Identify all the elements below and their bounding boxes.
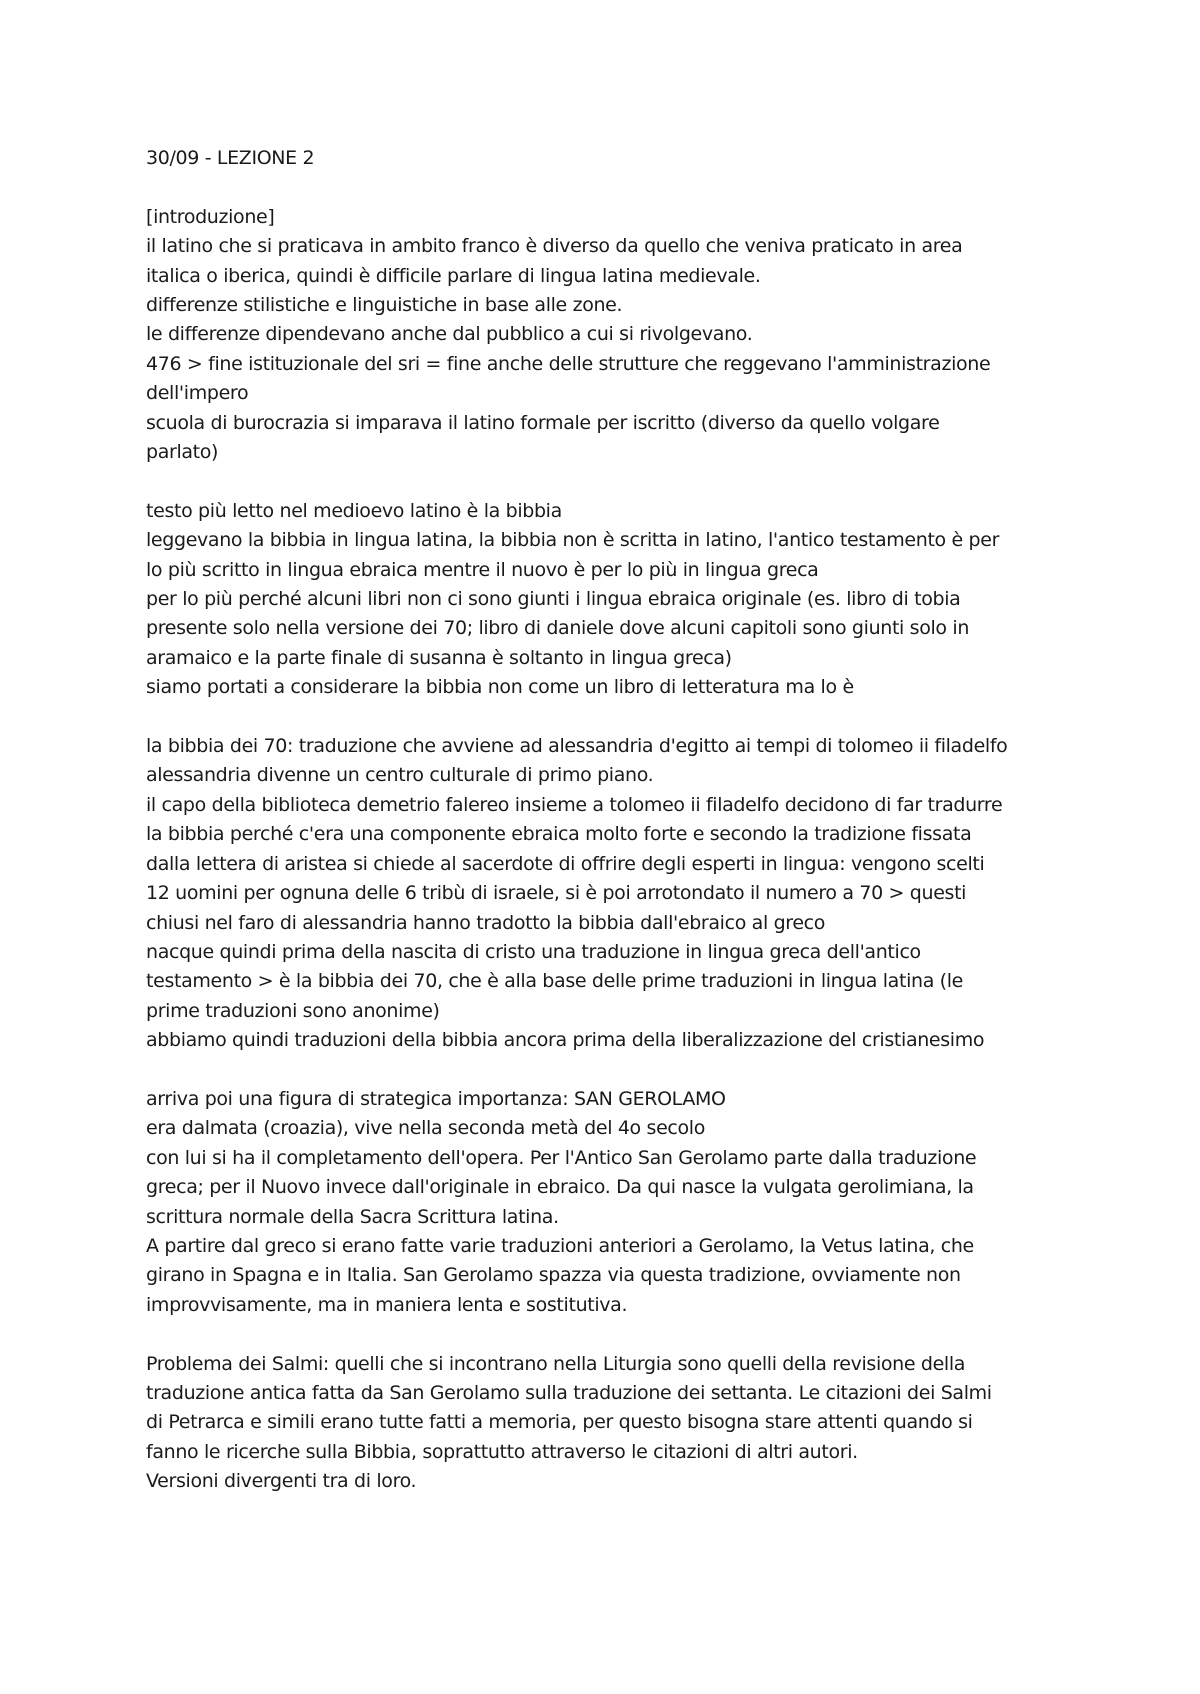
text-line: aramaico e la parte finale di susanna è soltanto in lingua greca) (146, 646, 732, 669)
text-line: siamo portati a considerare la bibbia non come un libro di letteratura ma lo è (146, 676, 854, 699)
text-line: il latino che si praticava in ambito franco è diverso da quello che veniva praticato in area (146, 235, 963, 258)
text-line: di Petrarca e simili erano tutte fatti a memoria, per questo bisogna stare attenti quando si (146, 1411, 973, 1434)
text-line: 476 > fine istituzionale del sri = fine anche delle strutture che reggevano l'amministrazione (146, 352, 991, 375)
text-line: scrittura normale della Sacra Scrittura latina. (146, 1205, 559, 1228)
text-line: chiusi nel faro di alessandria hanno tradotto la bibbia dall'ebraico al greco (146, 911, 826, 934)
text-line: parlato) (146, 441, 219, 464)
text-line: la bibbia dei 70: traduzione che avviene ad alessandria d'egitto ai tempi di tolomeo ii filadelfo (146, 735, 1008, 758)
text-line: dalla lettera di aristea si chiede al sacerdote di offrire degli esperti in lingua: vengono scelti (146, 852, 985, 875)
paragraph-gap (146, 703, 1086, 732)
text-line: fanno le ricerche sulla Bibbia, soprattutto attraverso le citazioni di altri autori. (146, 1440, 858, 1463)
document-page (146, 144, 1086, 1497)
paragraph-gap (146, 1056, 1086, 1085)
text-line: per lo più perché alcuni libri non ci sono giunti i lingua ebraica originale (es. libro di tobia (146, 588, 961, 611)
text-line: prime traduzioni sono anonime) (146, 999, 440, 1022)
text-line: Problema dei Salmi: quelli che si incontrano nella Liturgia sono quelli della revisione della (146, 1352, 966, 1375)
paragraph (146, 497, 1086, 703)
page-title: 30/09 - LEZIONE 2 (146, 147, 315, 169)
text-line: presente solo nella versione dei 70; libro di daniele dove alcuni capitoli sono giunti solo in (146, 617, 970, 640)
text-line: traduzione antica fatta da San Gerolamo sulla traduzione dei settanta. Le citazioni dei Salmi (146, 1381, 992, 1404)
paragraph (146, 1350, 1086, 1497)
paragraph (146, 203, 1086, 468)
text-line: nacque quindi prima della nascita di cristo una traduzione in lingua greca dell'antico (146, 940, 921, 963)
text-line: girano in Spagna e in Italia. San Gerolamo spazza via questa tradizione, ovviamente non (146, 1264, 961, 1287)
text-line: [introduzione] (146, 205, 275, 228)
paragraph-gap (146, 173, 1086, 202)
text-line: improvvisamente, ma in maniera lenta e sostitutiva. (146, 1293, 628, 1316)
text-line: era dalmata (croazia), vive nella seconda metà del 4o secolo (146, 1117, 705, 1140)
text-line: A partire dal greco si erano fatte varie traduzioni anteriori a Gerolamo, la Vetus latina, che (146, 1234, 974, 1257)
paragraph-gap (146, 1320, 1086, 1349)
text-line: greca; per il Nuovo invece dall'originale in ebraico. Da qui nasce la vulgata gerolimiana, la (146, 1176, 974, 1199)
text-line: alessandria divenne un centro culturale di primo piano. (146, 764, 654, 787)
text-line: abbiamo quindi traduzioni della bibbia ancora prima della liberalizzazione del cristianesimo (146, 1029, 985, 1052)
paragraph (146, 1085, 1086, 1320)
text-line: dell'impero (146, 382, 249, 405)
text-line: Versioni divergenti tra di loro. (146, 1470, 417, 1493)
paragraph-gap (146, 467, 1086, 496)
text-line: il capo della biblioteca demetrio falereo insieme a tolomeo ii filadelfo decidono di far tradurre (146, 793, 1003, 816)
text-line: testo più letto nel medioevo latino è la bibbia (146, 499, 562, 522)
document-body (146, 203, 1086, 1497)
text-line: con lui si ha il completamento dell'opera. Per l'Antico San Gerolamo parte dalla traduzione (146, 1146, 977, 1169)
text-line: italica o iberica, quindi è difficile parlare di lingua latina medievale. (146, 264, 761, 287)
text-line: arriva poi una figura di strategica importanza: SAN GEROLAMO (146, 1087, 726, 1110)
text-line: testamento > è la bibbia dei 70, che è alla base delle prime traduzioni in lingua latina (le (146, 970, 964, 993)
paragraph (146, 732, 1086, 1055)
text-line: lo più scritto in lingua ebraica mentre il nuovo è per lo più in lingua greca (146, 558, 819, 581)
text-line: le differenze dipendevano anche dal pubblico a cui si rivolgevano. (146, 323, 753, 346)
text-line: leggevano la bibbia in lingua latina, la bibbia non è scritta in latino, l'antico testamento è per (146, 529, 1000, 552)
text-line: differenze stilistiche e linguistiche in base alle zone. (146, 294, 623, 317)
text-line: 12 uomini per ognuna delle 6 tribù di israele, si è poi arrotondato il numero a 70 > questi (146, 882, 967, 905)
text-line: la bibbia perché c'era una componente ebraica molto forte e secondo la tradizione fissata (146, 823, 972, 846)
text-line: scuola di burocrazia si imparava il latino formale per iscritto (diverso da quello volgare (146, 411, 940, 434)
